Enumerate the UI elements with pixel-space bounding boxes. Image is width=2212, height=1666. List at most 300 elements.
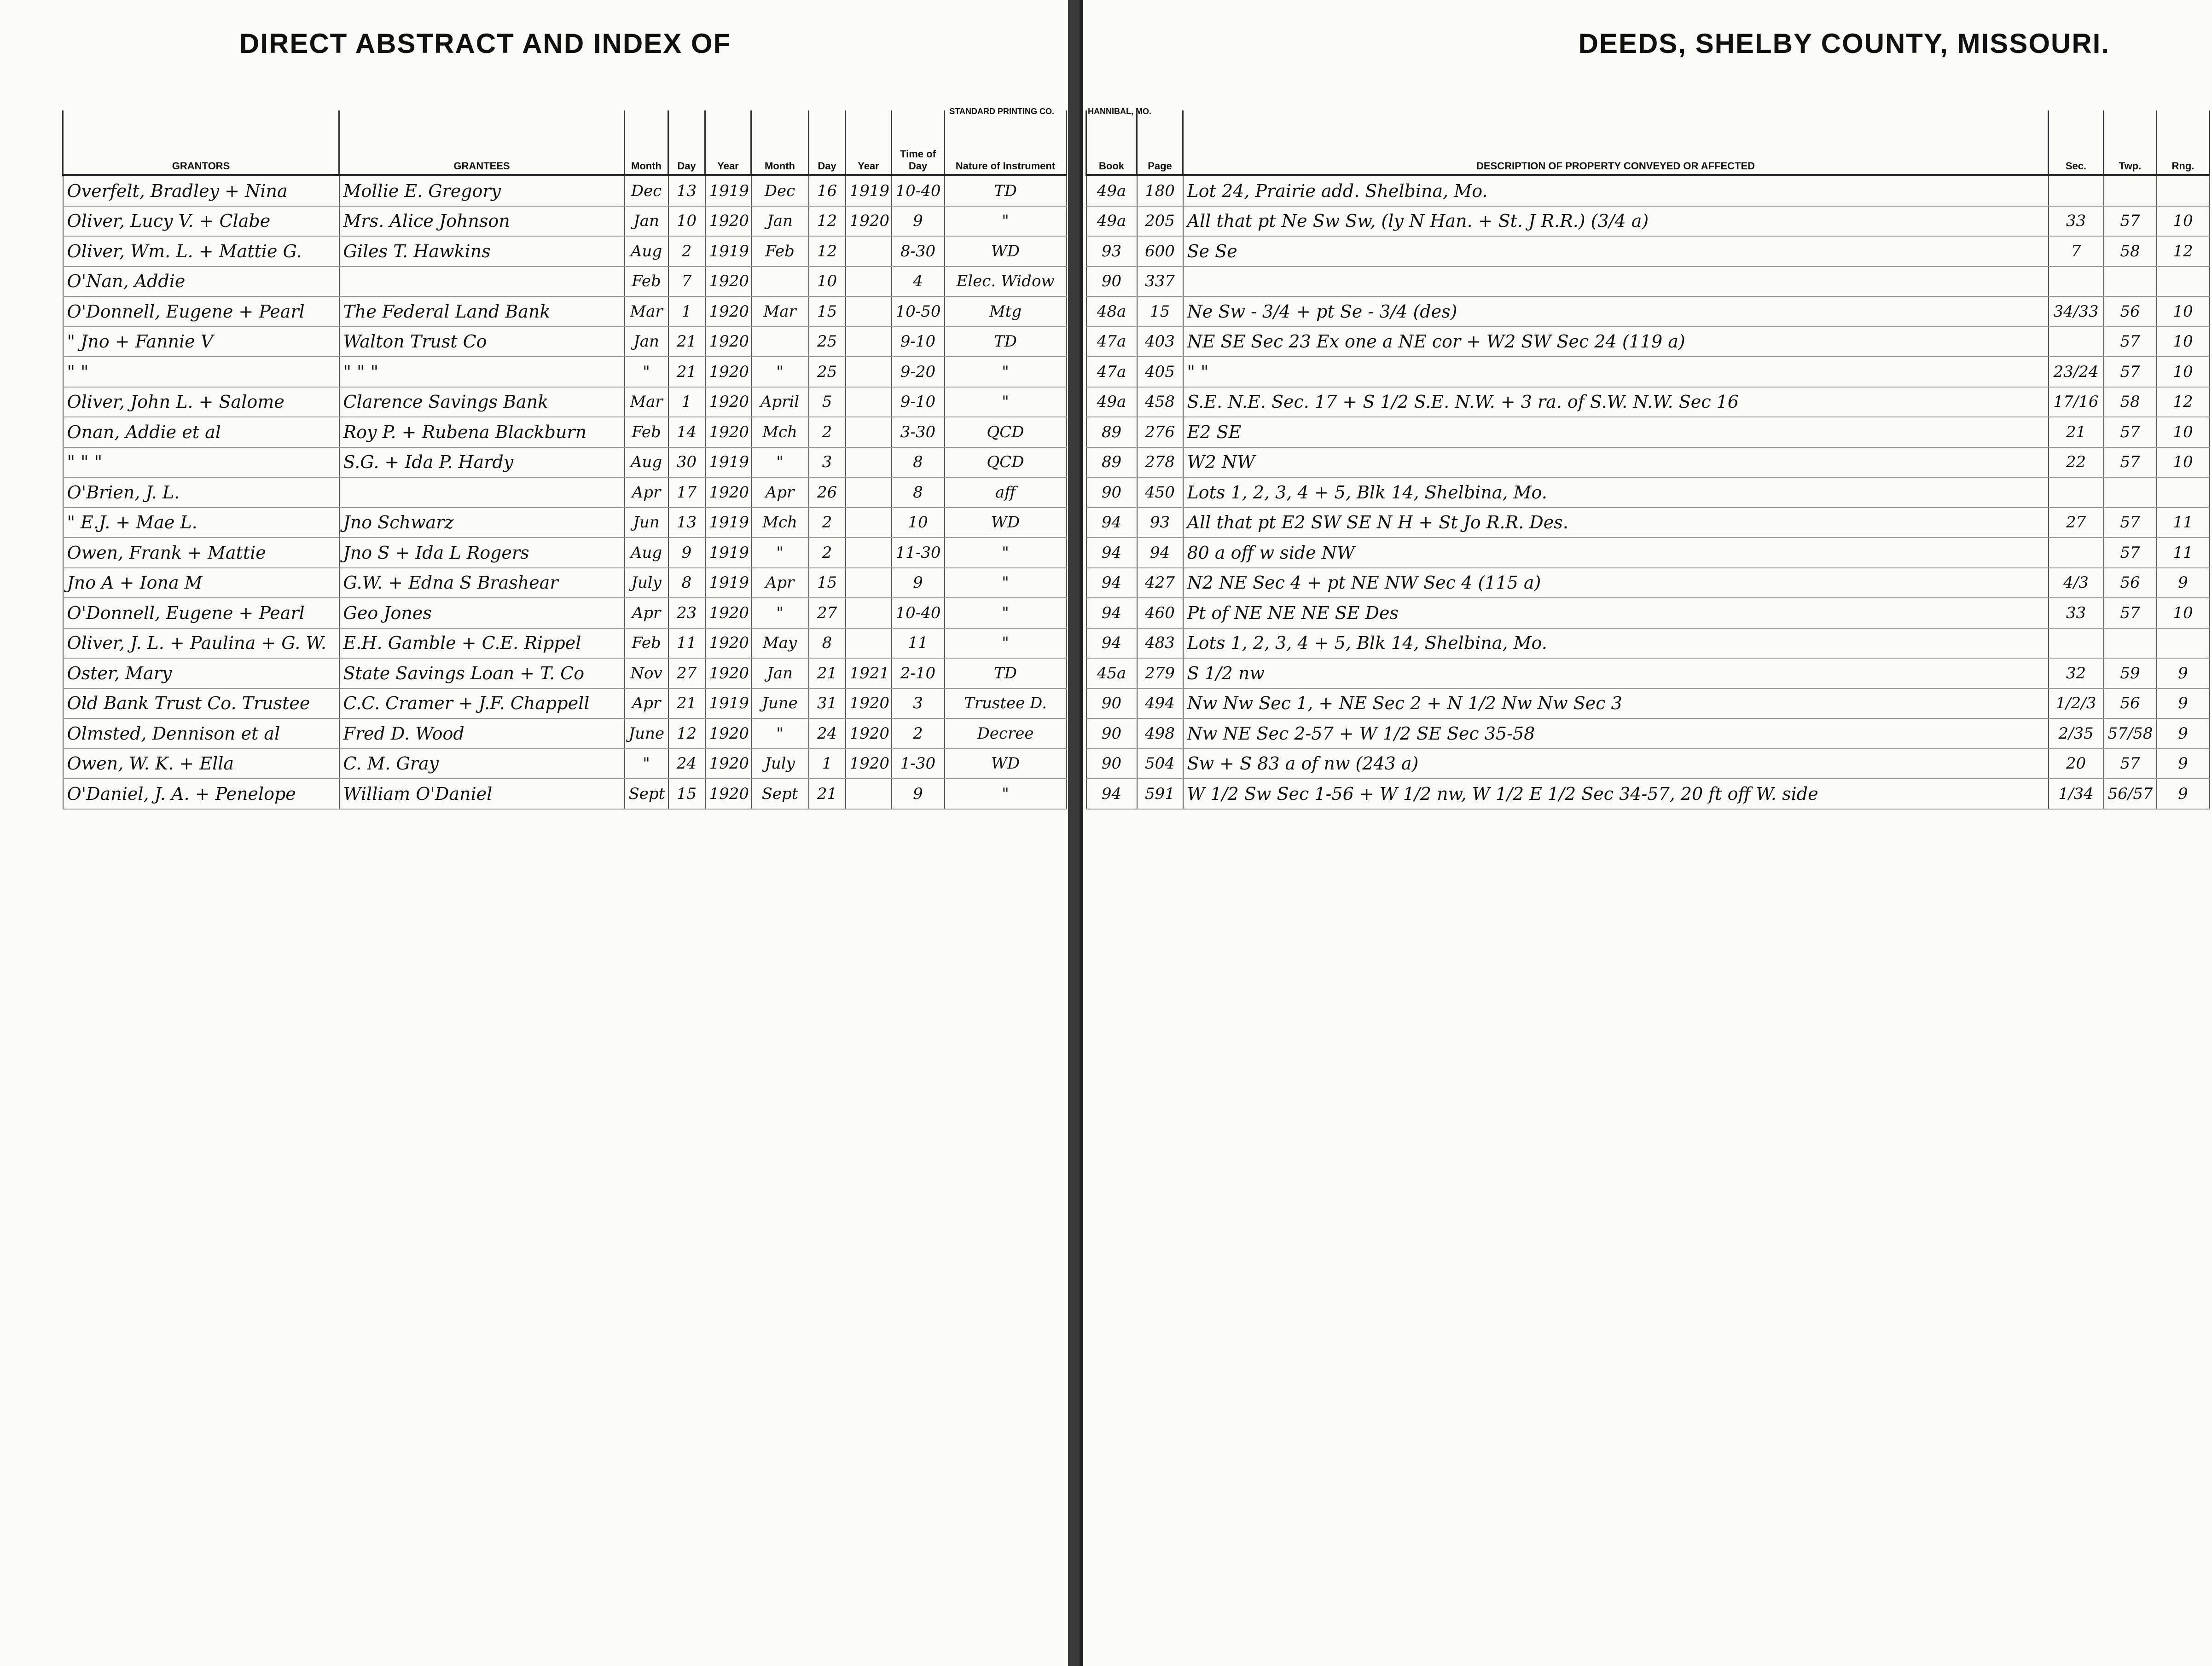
table-row [1086, 628, 2210, 659]
twp-cell: 56 [2104, 296, 2157, 327]
filing-day-cell: 25 [809, 327, 846, 357]
table-row [63, 357, 1067, 387]
grantee-cell: Fred D. Wood [339, 718, 625, 749]
description-cell: Lots 1, 2, 3, 4 + 5, Blk 14, Shelbina, Mo. [1183, 477, 2049, 508]
nature-cell: TD [945, 327, 1067, 357]
filing-day-cell: 5 [809, 387, 846, 417]
grantee-cell: Clarence Savings Bank [339, 387, 625, 417]
page-cell: 94 [1137, 538, 1183, 568]
grantor-cell: " " [63, 357, 339, 387]
nature-cell: QCD [945, 447, 1067, 478]
instr-year-cell: 1920 [705, 327, 751, 357]
instr-day-cell: 13 [668, 175, 705, 206]
grantee-cell: Jno S + Ida L Rogers [339, 538, 625, 568]
instr-year-cell: 1920 [705, 477, 751, 508]
sec-cell: 27 [2049, 508, 2104, 538]
instr-month-cell: " [625, 749, 668, 779]
table-row [63, 447, 1067, 478]
sec-cell: 17/16 [2049, 387, 2104, 417]
instr-day-cell: 9 [668, 538, 705, 568]
filing-day-cell: 12 [809, 236, 846, 266]
filing-time-cell: 10 [892, 508, 945, 538]
filing-month-cell: June [751, 688, 809, 719]
table-row [63, 175, 1067, 206]
table-row [1086, 296, 2210, 327]
description-cell: Ne Sw - 3/4 + pt Se - 3/4 (des) [1183, 296, 2049, 327]
rng-cell: 9 [2157, 779, 2210, 809]
instr-month-cell: Apr [625, 477, 668, 508]
grantor-cell: Jno A + Iona M [63, 568, 339, 598]
instr-day-cell: 21 [668, 327, 705, 357]
col-twp: Twp. [2104, 110, 2157, 175]
sec-cell [2049, 327, 2104, 357]
nature-cell: " [945, 538, 1067, 568]
table-row [1086, 447, 2210, 478]
col-sec: Sec. [2049, 110, 2104, 175]
grantee-cell: Mrs. Alice Johnson [339, 206, 625, 237]
ledger-body-left [63, 175, 1067, 809]
nature-cell: QCD [945, 417, 1067, 447]
filing-day-cell: 21 [809, 658, 846, 688]
rng-cell [2157, 477, 2210, 508]
grantor-cell: O'Brien, J. L. [63, 477, 339, 508]
sec-cell: 33 [2049, 206, 2104, 237]
filing-day-cell: 15 [809, 568, 846, 598]
instr-month-cell: Aug [625, 447, 668, 478]
table-row [1086, 749, 2210, 779]
table-row [63, 236, 1067, 266]
grantor-cell: Oliver, J. L. + Paulina + G. W. [63, 628, 339, 659]
page-cell: 279 [1137, 658, 1183, 688]
rng-cell: 10 [2157, 598, 2210, 628]
instr-month-cell: Feb [625, 266, 668, 297]
sec-cell: 22 [2049, 447, 2104, 478]
page-cell: 494 [1137, 688, 1183, 719]
instr-year-cell: 1920 [705, 718, 751, 749]
page-cell: 180 [1137, 175, 1183, 206]
col-filing-month: Month [751, 110, 809, 175]
grantor-cell: O'Nan, Addie [63, 266, 339, 297]
instr-year-cell: 1920 [705, 779, 751, 809]
filing-time-cell: 8-30 [892, 236, 945, 266]
table-row [63, 327, 1067, 357]
printer-imprint-right: HANNIBAL, MO. [1088, 107, 1151, 116]
filing-day-cell: 26 [809, 477, 846, 508]
sec-cell [2049, 538, 2104, 568]
filing-time-cell: 9-10 [892, 327, 945, 357]
filing-year-cell [846, 628, 892, 659]
filing-month-cell [751, 327, 809, 357]
instr-day-cell: 13 [668, 508, 705, 538]
filing-time-cell: 2 [892, 718, 945, 749]
table-row [1086, 598, 2210, 628]
twp-cell: 58 [2104, 236, 2157, 266]
book-cell: 48a [1086, 296, 1137, 327]
table-row [1086, 688, 2210, 719]
grantor-cell: Olmsted, Dennison et al [63, 718, 339, 749]
nature-cell: WD [945, 236, 1067, 266]
table-row [63, 749, 1067, 779]
instr-month-cell: June [625, 718, 668, 749]
twp-cell: 56/57 [2104, 779, 2157, 809]
filing-month-cell: July [751, 749, 809, 779]
instr-year-cell: 1920 [705, 417, 751, 447]
instr-day-cell: 30 [668, 447, 705, 478]
table-row [1086, 538, 2210, 568]
rng-cell: 11 [2157, 538, 2210, 568]
instr-year-cell: 1919 [705, 538, 751, 568]
filing-day-cell: 8 [809, 628, 846, 659]
instr-month-cell: Apr [625, 598, 668, 628]
table-row [63, 658, 1067, 688]
instr-month-cell: Jan [625, 206, 668, 237]
table-row [63, 598, 1067, 628]
table-row [1086, 206, 2210, 237]
book-cell: 94 [1086, 598, 1137, 628]
filing-time-cell: 10-50 [892, 296, 945, 327]
col-page: Page [1137, 110, 1183, 175]
grantor-cell: Oster, Mary [63, 658, 339, 688]
instr-year-cell: 1920 [705, 598, 751, 628]
grantee-cell: State Savings Loan + T. Co [339, 658, 625, 688]
instr-day-cell: 12 [668, 718, 705, 749]
instr-day-cell: 11 [668, 628, 705, 659]
instr-day-cell: 10 [668, 206, 705, 237]
nature-cell: " [945, 598, 1067, 628]
filing-month-cell: " [751, 538, 809, 568]
instr-year-cell: 1920 [705, 206, 751, 237]
nature-cell: " [945, 628, 1067, 659]
table-row [63, 477, 1067, 508]
table-row [1086, 779, 2210, 809]
instr-day-cell: 8 [668, 568, 705, 598]
book-cell: 90 [1086, 749, 1137, 779]
col-time-of-day: Time of Day [892, 110, 945, 175]
instr-year-cell: 1919 [705, 175, 751, 206]
instr-day-cell: 24 [668, 749, 705, 779]
twp-cell: 57 [2104, 598, 2157, 628]
table-row [1086, 718, 2210, 749]
filing-month-cell: Jan [751, 658, 809, 688]
filing-day-cell: 3 [809, 447, 846, 478]
table-row [63, 718, 1067, 749]
filing-day-cell: 24 [809, 718, 846, 749]
filing-day-cell: 2 [809, 508, 846, 538]
book-cell: 94 [1086, 779, 1137, 809]
table-row [63, 508, 1067, 538]
book-gutter [1068, 0, 1080, 1666]
grantee-cell [339, 266, 625, 297]
grantor-cell: Owen, W. K. + Ella [63, 749, 339, 779]
table-row [1086, 508, 2210, 538]
filing-day-cell: 21 [809, 779, 846, 809]
col-grantees: GRANTEES [339, 110, 625, 175]
instr-year-cell: 1920 [705, 749, 751, 779]
instr-day-cell: 7 [668, 266, 705, 297]
filing-time-cell: 9-20 [892, 357, 945, 387]
page-cell: 483 [1137, 628, 1183, 659]
table-row [1086, 175, 2210, 206]
rng-cell: 10 [2157, 327, 2210, 357]
instr-month-cell: Feb [625, 417, 668, 447]
instr-day-cell: 2 [668, 236, 705, 266]
instr-year-cell: 1919 [705, 236, 751, 266]
description-cell: Se Se [1183, 236, 2049, 266]
instr-year-cell: 1920 [705, 357, 751, 387]
page-cell: 591 [1137, 779, 1183, 809]
grantee-cell: E.H. Gamble + C.E. Rippel [339, 628, 625, 659]
filing-month-cell: Dec [751, 175, 809, 206]
filing-year-cell: 1920 [846, 718, 892, 749]
filing-year-cell [846, 477, 892, 508]
filing-year-cell [846, 387, 892, 417]
table-row [1086, 327, 2210, 357]
book-cell: 93 [1086, 236, 1137, 266]
grantor-cell: O'Donnell, Eugene + Pearl [63, 598, 339, 628]
grantor-cell: Overfelt, Bradley + Nina [63, 175, 339, 206]
instr-day-cell: 27 [668, 658, 705, 688]
filing-time-cell: 10-40 [892, 175, 945, 206]
table-row [1086, 266, 2210, 297]
grantor-cell: O'Donnell, Eugene + Pearl [63, 296, 339, 327]
twp-cell: 57 [2104, 357, 2157, 387]
instr-year-cell: 1919 [705, 568, 751, 598]
page-cell: 498 [1137, 718, 1183, 749]
page-cell: 405 [1137, 357, 1183, 387]
twp-cell: 57 [2104, 447, 2157, 478]
twp-cell: 57 [2104, 417, 2157, 447]
filing-month-cell: Mch [751, 417, 809, 447]
filing-time-cell: 9 [892, 206, 945, 237]
twp-cell [2104, 175, 2157, 206]
filing-day-cell: 10 [809, 266, 846, 297]
table-row [63, 296, 1067, 327]
table-row [1086, 236, 2210, 266]
filing-day-cell: 1 [809, 749, 846, 779]
filing-time-cell: 3 [892, 688, 945, 719]
sec-cell: 1/2/3 [2049, 688, 2104, 719]
filing-month-cell [751, 266, 809, 297]
instr-day-cell: 14 [668, 417, 705, 447]
table-row [63, 688, 1067, 719]
filing-month-cell: " [751, 447, 809, 478]
rng-cell: 10 [2157, 447, 2210, 478]
rng-cell: 12 [2157, 236, 2210, 266]
instr-month-cell: Mar [625, 387, 668, 417]
description-cell: All that pt Ne Sw Sw, (ly N Han. + St. J R.R.) (3/4 a) [1183, 206, 2049, 237]
grantee-cell [339, 477, 625, 508]
book-cell: 94 [1086, 628, 1137, 659]
page-cell: 460 [1137, 598, 1183, 628]
filing-year-cell [846, 447, 892, 478]
table-row [1086, 387, 2210, 417]
filing-month-cell: Mch [751, 508, 809, 538]
grantee-cell: William O'Daniel [339, 779, 625, 809]
description-cell: W2 NW [1183, 447, 2049, 478]
instr-day-cell: 1 [668, 296, 705, 327]
filing-month-cell: Feb [751, 236, 809, 266]
instr-day-cell: 23 [668, 598, 705, 628]
grantee-cell: C.C. Cramer + J.F. Chappell [339, 688, 625, 719]
rng-cell: 11 [2157, 508, 2210, 538]
col-description: DESCRIPTION OF PROPERTY CONVEYED OR AFFECTED [1183, 110, 2049, 175]
filing-time-cell: 11-30 [892, 538, 945, 568]
filing-month-cell: " [751, 598, 809, 628]
grantor-cell: Oliver, Lucy V. + Clabe [63, 206, 339, 237]
col-rng: Rng. [2157, 110, 2210, 175]
instr-month-cell: Sept [625, 779, 668, 809]
table-row [1086, 357, 2210, 387]
book-cell: 90 [1086, 477, 1137, 508]
instr-month-cell: Aug [625, 538, 668, 568]
book-cell: 45a [1086, 658, 1137, 688]
sec-cell: 7 [2049, 236, 2104, 266]
description-cell [1183, 266, 2049, 297]
page-cell: 600 [1137, 236, 1183, 266]
filing-month-cell: " [751, 718, 809, 749]
filing-year-cell [846, 598, 892, 628]
filing-month-cell: Jan [751, 206, 809, 237]
sec-cell: 1/34 [2049, 779, 2104, 809]
page-cell: 15 [1137, 296, 1183, 327]
rng-cell [2157, 175, 2210, 206]
left-page-title: DIRECT ABSTRACT AND INDEX OF [239, 28, 732, 59]
filing-day-cell: 16 [809, 175, 846, 206]
book-cell: 47a [1086, 357, 1137, 387]
book-cell: 49a [1086, 206, 1137, 237]
nature-cell: " [945, 206, 1067, 237]
grantor-cell: Oliver, Wm. L. + Mattie G. [63, 236, 339, 266]
rng-cell: 10 [2157, 206, 2210, 237]
nature-cell: Mtg [945, 296, 1067, 327]
twp-cell: 57 [2104, 749, 2157, 779]
grantee-cell: G.W. + Edna S Brashear [339, 568, 625, 598]
page-cell: 337 [1137, 266, 1183, 297]
sec-cell: 32 [2049, 658, 2104, 688]
description-cell: NE SE Sec 23 Ex one a NE cor + W2 SW Sec 24 (119 a) [1183, 327, 2049, 357]
grantor-cell: " " " [63, 447, 339, 478]
description-cell: Lots 1, 2, 3, 4 + 5, Blk 14, Shelbina, Mo. [1183, 628, 2049, 659]
instr-year-cell: 1920 [705, 387, 751, 417]
description-cell: Nw Nw Sec 1, + NE Sec 2 + N 1/2 Nw Nw Sec 3 [1183, 688, 2049, 719]
page-cell: 458 [1137, 387, 1183, 417]
instr-year-cell: 1919 [705, 447, 751, 478]
instr-year-cell: 1920 [705, 658, 751, 688]
filing-day-cell: 15 [809, 296, 846, 327]
description-cell: Pt of NE NE NE SE Des [1183, 598, 2049, 628]
nature-cell: " [945, 387, 1067, 417]
filing-year-cell [846, 266, 892, 297]
rng-cell: 9 [2157, 718, 2210, 749]
filing-month-cell: Apr [751, 568, 809, 598]
rng-cell: 9 [2157, 688, 2210, 719]
filing-month-cell: " [751, 357, 809, 387]
sec-cell [2049, 266, 2104, 297]
filing-year-cell: 1921 [846, 658, 892, 688]
instr-year-cell: 1919 [705, 508, 751, 538]
page-cell: 427 [1137, 568, 1183, 598]
book-cell: 49a [1086, 387, 1137, 417]
instr-month-cell: Jan [625, 327, 668, 357]
grantee-cell: Giles T. Hawkins [339, 236, 625, 266]
instr-month-cell: Jun [625, 508, 668, 538]
twp-cell: 57 [2104, 327, 2157, 357]
ledger-body-right [1086, 175, 2210, 809]
sec-cell: 34/33 [2049, 296, 2104, 327]
table-row [63, 568, 1067, 598]
nature-cell: Elec. Widow [945, 266, 1067, 297]
filing-month-cell: Mar [751, 296, 809, 327]
twp-cell: 57 [2104, 206, 2157, 237]
description-cell: All that pt E2 SW SE N H + St Jo R.R. Des. [1183, 508, 2049, 538]
filing-year-cell [846, 236, 892, 266]
filing-day-cell: 2 [809, 417, 846, 447]
grantee-cell: Geo Jones [339, 598, 625, 628]
ledger-table-right [1086, 110, 2210, 810]
book-cell: 94 [1086, 568, 1137, 598]
book-cell: 90 [1086, 718, 1137, 749]
grantor-cell: Onan, Addie et al [63, 417, 339, 447]
filing-month-cell: Sept [751, 779, 809, 809]
filing-time-cell: 3-30 [892, 417, 945, 447]
filing-time-cell: 1-30 [892, 749, 945, 779]
sec-cell [2049, 628, 2104, 659]
col-book: Book [1086, 110, 1137, 175]
filing-year-cell: 1920 [846, 749, 892, 779]
rng-cell [2157, 628, 2210, 659]
table-row [63, 266, 1067, 297]
table-row [63, 628, 1067, 659]
grantor-cell: " E.J. + Mae L. [63, 508, 339, 538]
twp-cell: 59 [2104, 658, 2157, 688]
nature-cell: Decree [945, 718, 1067, 749]
filing-year-cell [846, 779, 892, 809]
grantee-cell: The Federal Land Bank [339, 296, 625, 327]
grantee-cell: Mollie E. Gregory [339, 175, 625, 206]
description-cell: S.E. N.E. Sec. 17 + S 1/2 S.E. N.W. + 3 ra. of S.W. N.W. Sec 16 [1183, 387, 2049, 417]
col-instr-day: Day [668, 110, 705, 175]
book-cell: 89 [1086, 417, 1137, 447]
grantee-cell: Roy P. + Rubena Blackburn [339, 417, 625, 447]
page-cell: 504 [1137, 749, 1183, 779]
ledger-table-left [62, 110, 1067, 810]
rng-cell: 9 [2157, 749, 2210, 779]
filing-year-cell [846, 327, 892, 357]
table-row [63, 538, 1067, 568]
instr-month-cell: July [625, 568, 668, 598]
filing-day-cell: 25 [809, 357, 846, 387]
sec-cell: 20 [2049, 749, 2104, 779]
book-cell: 47a [1086, 327, 1137, 357]
right-page [1080, 0, 2212, 1666]
description-cell: " " [1183, 357, 2049, 387]
sec-cell: 21 [2049, 417, 2104, 447]
filing-month-cell: Apr [751, 477, 809, 508]
grantor-cell: O'Daniel, J. A. + Penelope [63, 779, 339, 809]
filing-month-cell: April [751, 387, 809, 417]
page-cell: 205 [1137, 206, 1183, 237]
instr-day-cell: 17 [668, 477, 705, 508]
book-cell: 49a [1086, 175, 1137, 206]
col-filing-day: Day [809, 110, 846, 175]
grantor-cell: Old Bank Trust Co. Trustee [63, 688, 339, 719]
grantee-cell: " " " [339, 357, 625, 387]
nature-cell: " [945, 357, 1067, 387]
description-cell: N2 NE Sec 4 + pt NE NW Sec 4 (115 a) [1183, 568, 2049, 598]
col-instr-year: Year [705, 110, 751, 175]
printer-imprint-left: STANDARD PRINTING CO. [949, 107, 1054, 116]
table-row [63, 417, 1067, 447]
